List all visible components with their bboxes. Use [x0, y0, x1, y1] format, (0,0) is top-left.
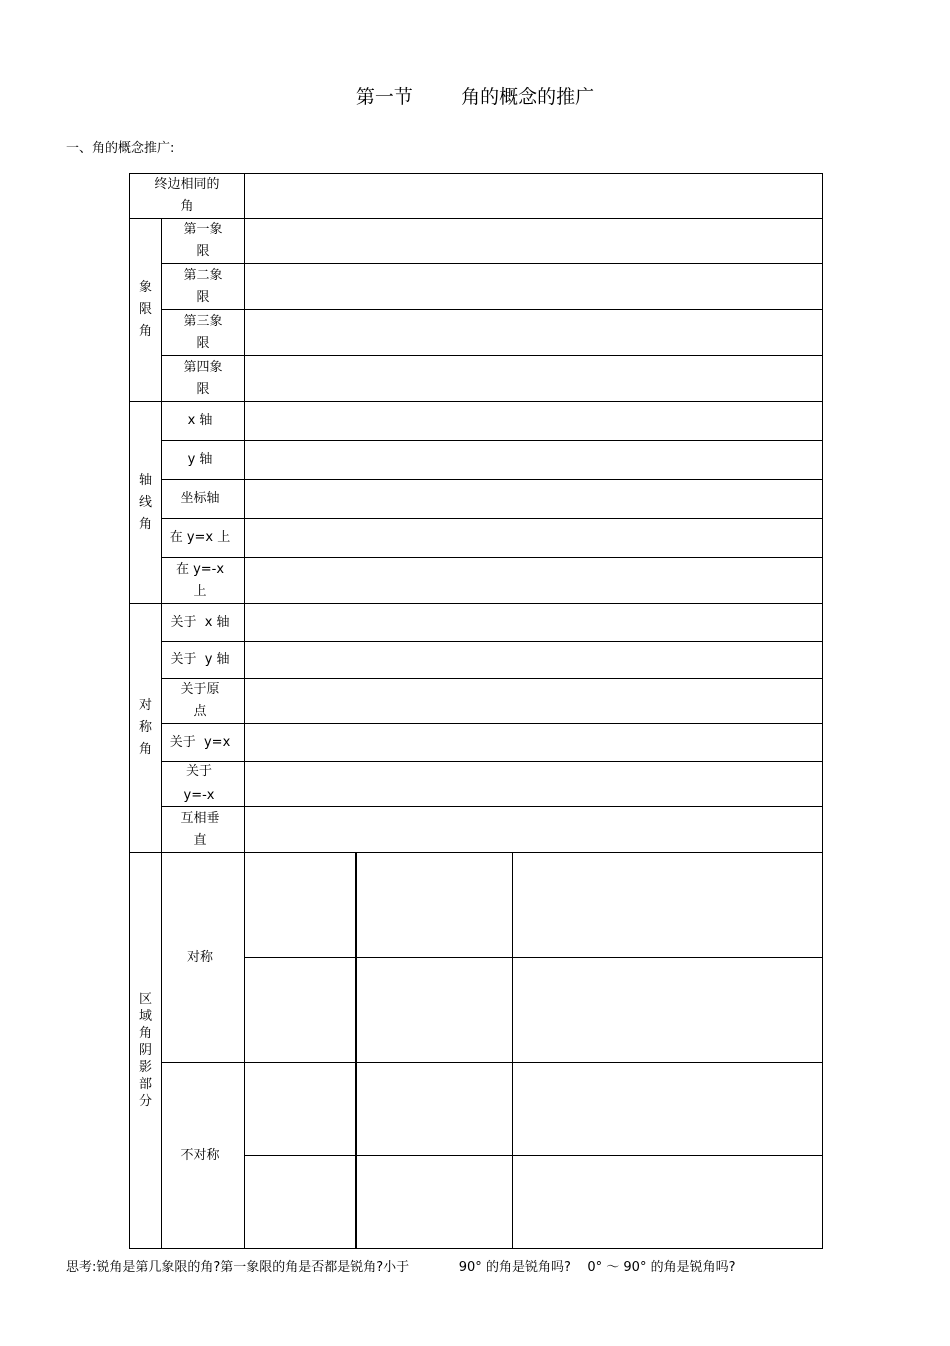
about-y-eq-x-label: 关于 y=x [169, 734, 231, 750]
fourth-quadrant-label: 第四象 限 [183, 359, 223, 397]
on-y-eq-x-label: 在 y=x 上 [169, 530, 231, 545]
coordinate-axis-label: 坐标轴 [180, 491, 220, 506]
quadrant-angle-group-label: 象 限 角 [138, 280, 152, 339]
about-y-eq-neg-x-label: 关于 y=-x [183, 764, 215, 803]
third-quadrant-label: 第三象 限 [183, 313, 223, 351]
y-axis-label: y 轴 [187, 452, 213, 467]
on-y-eq-neg-x-label: 在 y=-x 上 [175, 561, 225, 599]
section-heading: 一、角的概念推广: [66, 141, 175, 156]
perpendicular-label: 互相垂 直 [180, 810, 220, 848]
second-quadrant-label: 第二象 限 [183, 267, 223, 305]
about-x-axis-label: 关于 x 轴 [170, 614, 230, 630]
x-axis-label: x 轴 [187, 413, 213, 428]
region-angle-group-label: 区 域 角 阴 影 部 分 [138, 992, 152, 1109]
about-origin-label: 关于原 点 [180, 682, 220, 719]
same-terminal-angle-label: 终边相同的 角 [154, 177, 220, 214]
axis-angle-group-label: 轴 线 角 [138, 472, 152, 532]
symmetric-angle-group-label: 对 称 角 [138, 698, 152, 757]
page-title: 第一节 角的概念的推广 [355, 86, 595, 108]
about-y-axis-label: 关于 y 轴 [170, 652, 230, 667]
asymmetric-region-label: 不对称 [180, 1147, 220, 1163]
symmetric-region-label: 对称 [186, 949, 213, 965]
first-quadrant-label: 第一象 限 [183, 222, 223, 259]
thinking-question: 思考:锐角是第几象限的角?第一象限的角是否都是锐角?小于 90° 的角是锐角吗? 0° ～ 90° 的角是锐角吗? [66, 1260, 736, 1275]
